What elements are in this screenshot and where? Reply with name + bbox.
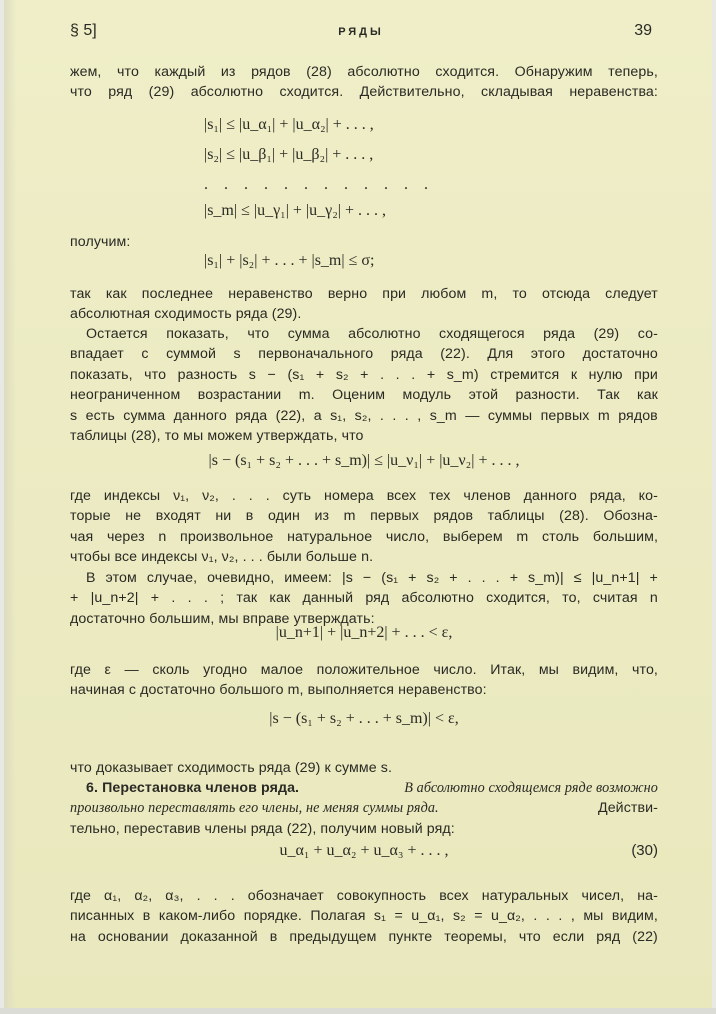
page-number: 39: [634, 22, 652, 39]
paragraph-4: [70, 486, 658, 568]
scan-border: [0, 1008, 716, 1014]
paragraph-7: [70, 758, 658, 778]
formula-epsilon: |s − (s₁ + s₂ + . . . + s_m)| < ε,: [269, 710, 459, 727]
paragraph-8: [70, 886, 658, 947]
formula-tail-bound: |u_n+1| + |u_n+2| + . . . < ε,: [275, 624, 453, 641]
theorem-statement-cont: произвольно переставлять его члены, не меняя суммы ряда.: [70, 800, 439, 817]
paragraph-1: [70, 62, 658, 103]
paragraph-6: [70, 660, 658, 701]
text-line: впадает с суммой s первоначального ряда (22). Для этого достаточно: [70, 346, 658, 363]
text-line: абсолютная сходимость ряда (29).: [70, 306, 302, 323]
text-line: писанных в каком-либо порядке. Полагая s₁ = u_α₁, s₂ = u_α₂, . . . , мы видим,: [70, 908, 658, 925]
equation-number: (30): [631, 842, 658, 859]
formula-30: [70, 842, 658, 860]
text-line: что доказывает сходимость ряда (29) к сумме s.: [70, 760, 393, 776]
poluchim-label: получим:: [70, 234, 131, 250]
text-line: + |u_n+2| + . . . ; так как данный ряд абсолютно сходится, то, считая n: [70, 590, 658, 607]
book-page: [4, 0, 712, 1008]
formula-30-expression: u_α₁ + u_α₂ + u_α₃ + . . . ,: [279, 842, 449, 859]
text-line: где индексы ν₁, ν₂, . . . суть номера всех тех членов данного ряда, ко-: [70, 488, 658, 504]
text-line: произвольно переставлять его члены, не меняя суммы ряда. Действи-: [70, 798, 658, 818]
text-line: чтобы все индексы ν₁, ν₂, . . . были больше n.: [70, 549, 374, 566]
inequality-m: |s_m| ≤ |u_γ₁| + |u_γ₂| + . . . ,: [204, 202, 387, 219]
formula-difference-estimate: |s − (s₁ + s₂ + . . . + s_m)| ≤ |u_ν₁| + |u_ν₂| + . . . ,: [208, 452, 520, 469]
theorem-statement: В абсолютно сходящемся ряде возможно: [404, 780, 658, 796]
text-line: так как последнее неравенство верно при любом m, то отсюда следует: [70, 286, 658, 302]
text-line: что ряд (29) абсолютно сходится. Действительно, складывая неравенства:: [70, 84, 658, 101]
text-line: торые не входят ни в один из m первых рядов таблицы (28). Обозна-: [70, 508, 658, 525]
text-line: тельно, переставив члены ряда (22), получим новый ряд:: [70, 820, 455, 837]
sum-inequality: |s₁| + |s₂| + . . . + |s_m| ≤ σ;: [204, 252, 375, 269]
text-line: таблицы (28), то мы можем утверждать, что: [70, 427, 364, 444]
inequality-2: |s₂| ≤ |u_β₁| + |u_β₂| + . . . ,: [204, 146, 374, 163]
text-line: жем, что каждый из рядов (28) абсолютно сходится. Обнаружим теперь,: [70, 64, 658, 80]
section-marker: § 5]: [70, 22, 97, 39]
text-line: начиная с достаточно большого m, выполняется неравенство:: [70, 682, 487, 699]
text-line: чая через n произвольное натуральное число, выберем m столь большим,: [70, 528, 658, 545]
section-6-paragraph: [70, 778, 658, 839]
text-line: показать, что разность s − (s₁ + s₂ + . . . + s_m) стремится к нулю при: [70, 366, 658, 383]
text-line: на основании доказанной в предыдущем пункте теоремы, что если ряд (22): [70, 928, 658, 945]
paragraph-2: [70, 284, 658, 325]
paragraph-3: [70, 324, 658, 446]
text-line: неограниченном возрастании m. Оценим модуль этой разности. Так как: [70, 387, 658, 404]
section-6-heading: 6. Перестановка членов ряда.: [86, 780, 300, 796]
ellipsis-row: . . . . . . . . . . . .: [204, 176, 434, 193]
text-line: где ε — сколь угодно малое положительное число. Итак, мы видим, что,: [70, 662, 658, 678]
running-title: РЯДЫ: [338, 26, 384, 38]
text-line: Остается показать, что сумма абсолютно сходящегося ряда (29) со-: [86, 326, 658, 342]
inequality-1: |s₁| ≤ |u_α₁| + |u_α₂| + . . . ,: [204, 116, 374, 133]
text-line: [70, 778, 658, 798]
text-line: где α₁, α₂, α₃, . . . обозначает совокупность всех натуральных чисел, на-: [70, 888, 658, 904]
text-line: достаточно большим, мы вправе утверждать:: [70, 610, 375, 627]
text-line: s есть сумма данного ряда (22), а s₁, s₂, . . . , s_m — суммы первых m рядов: [70, 407, 658, 424]
running-header: [70, 22, 652, 44]
text-line: В этом случае, очевидно, имеем: |s − (s₁ + s₂ + . . . + s_m)| ≤ |u_n+1| +: [86, 570, 658, 586]
paragraph-5: [70, 568, 658, 629]
